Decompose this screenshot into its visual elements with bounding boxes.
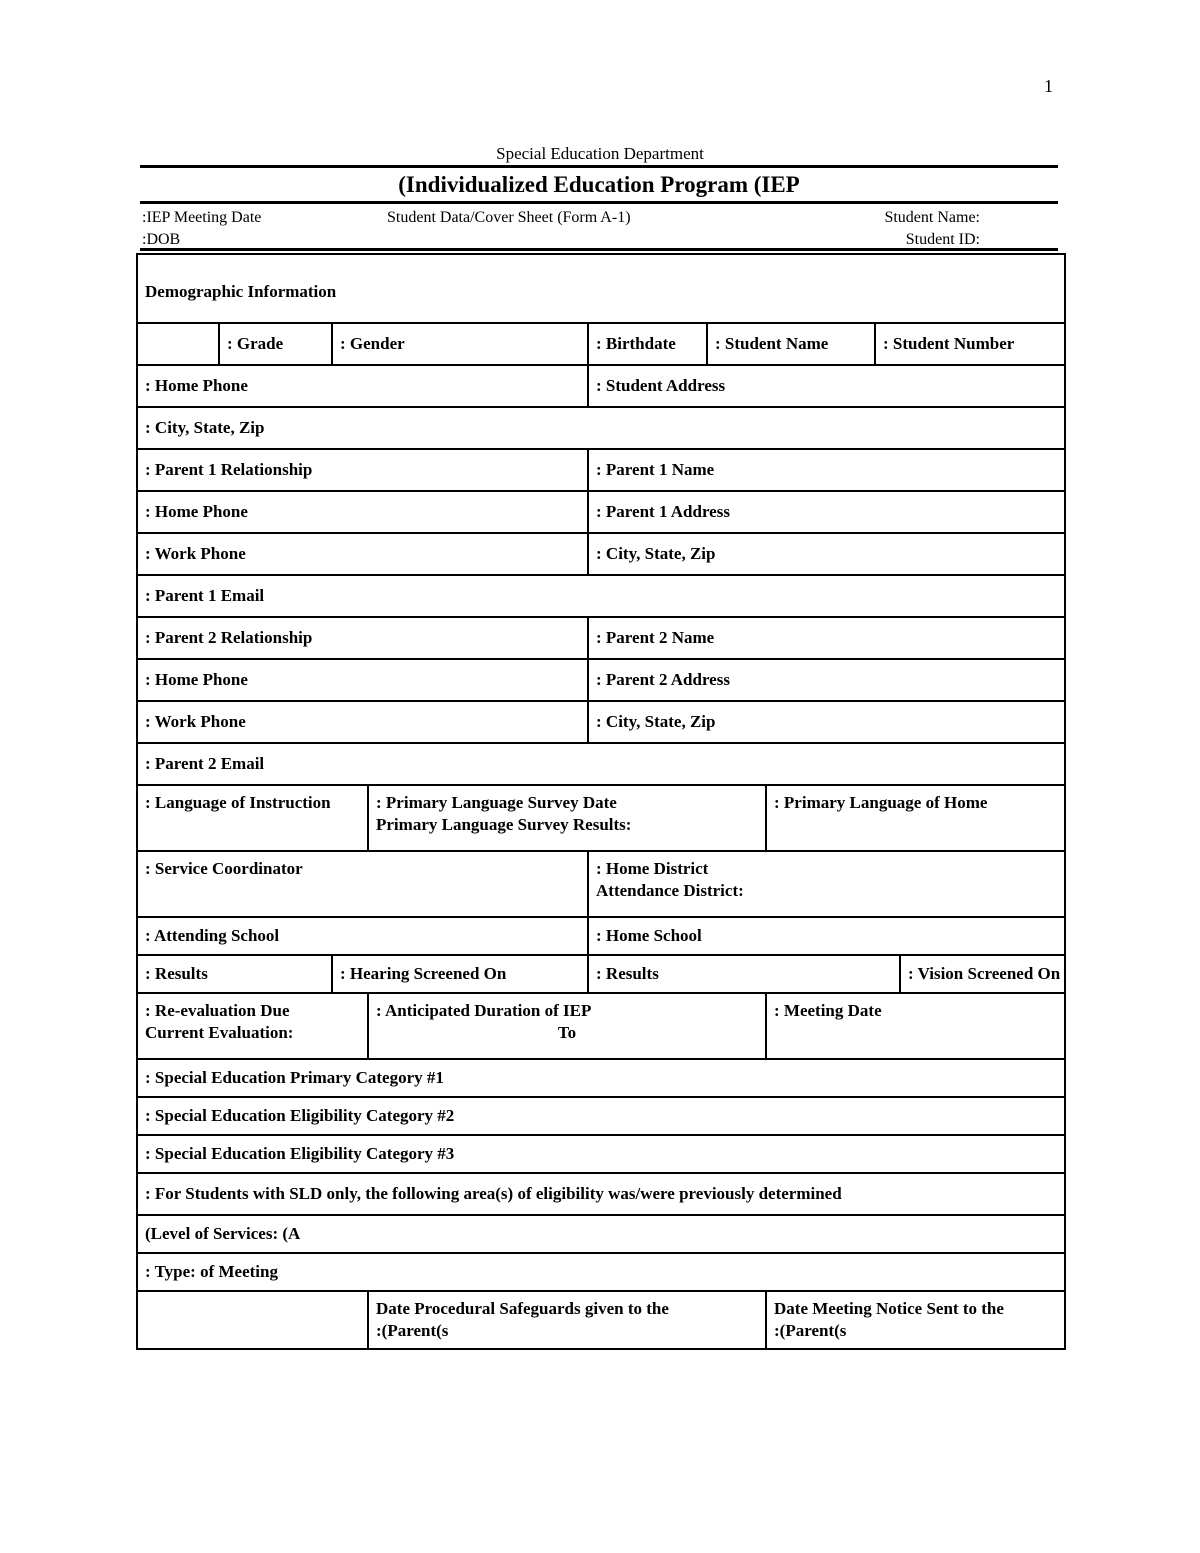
language-instruction-field[interactable]: [137, 785, 368, 851]
sld-eligibility-field[interactable]: : For Students with SLD only, the following area(s) of eligibility was/were previously determined: [137, 1173, 1065, 1215]
parent2-address-field[interactable]: : Parent 2 Address: [588, 659, 1065, 701]
parent1-home-phone-field[interactable]: : Home Phone: [137, 491, 588, 533]
anticipated-duration-field[interactable]: [368, 993, 766, 1059]
meeting-date-field[interactable]: [766, 993, 1065, 1059]
hearing-results-field[interactable]: : Results: [137, 955, 332, 993]
home-district-label: : Home District: [596, 859, 709, 878]
gender-field[interactable]: : Gender: [332, 323, 588, 365]
meeting-notice-label: Date Meeting Notice Sent to the: [774, 1299, 1004, 1318]
parent2-work-phone-field[interactable]: : Work Phone: [137, 701, 588, 743]
anticipated-to-label: To: [557, 1023, 577, 1042]
procedural-safeguards-field[interactable]: [368, 1291, 766, 1349]
anticipated-duration-label: : Anticipated Duration of IEP: [376, 1001, 592, 1020]
student-address-field[interactable]: : Student Address: [588, 365, 1065, 407]
home-district-field[interactable]: [588, 851, 1065, 917]
student-number-field[interactable]: : Student Number: [875, 323, 1065, 365]
parent1-work-phone-field[interactable]: : Work Phone: [137, 533, 588, 575]
cover-right: [884, 207, 980, 251]
blank-cell: [137, 1291, 368, 1349]
rule-below-cover: [140, 248, 1058, 251]
service-coordinator-label: : Service Coordinator: [145, 859, 303, 878]
primary-language-home-label: : Primary Language of Home: [774, 793, 988, 812]
current-evaluation-label: Current Evaluation:: [145, 1023, 294, 1042]
home-school-field[interactable]: : Home School: [588, 917, 1065, 955]
department-heading: Special Education Department: [496, 144, 704, 163]
parent2-name-field[interactable]: : Parent 2 Name: [588, 617, 1065, 659]
parent1-relationship-field[interactable]: : Parent 1 Relationship: [137, 449, 588, 491]
rule-below-title: [140, 201, 1058, 204]
primary-language-home-field[interactable]: [766, 785, 1065, 851]
service-coordinator-field[interactable]: [137, 851, 588, 917]
demographic-section-title: Demographic Information: [137, 254, 1065, 323]
attendance-district-label: Attendance District:: [596, 881, 744, 900]
student-name-field[interactable]: : Student Name: [707, 323, 875, 365]
primary-language-survey-results-label: Primary Language Survey Results:: [376, 815, 632, 834]
demographic-form-table: [136, 253, 1066, 1350]
primary-language-survey-date-label: : Primary Language Survey Date: [376, 793, 617, 812]
city-state-zip-field[interactable]: : City, State, Zip: [137, 407, 1065, 449]
parent1-city-field[interactable]: : City, State, Zip: [588, 533, 1065, 575]
student-name-label: Student Name:: [884, 209, 980, 226]
vision-screened-field[interactable]: : Vision Screened On: [900, 955, 1065, 993]
dob-label: :DOB: [142, 231, 181, 248]
reevaluation-field[interactable]: [137, 993, 368, 1059]
primary-language-survey-field[interactable]: [368, 785, 766, 851]
meeting-date-label: : Meeting Date: [774, 1001, 882, 1020]
cover-center: Student Data/Cover Sheet (Form A-1): [387, 209, 631, 226]
hearing-screened-field[interactable]: : Hearing Screened On: [332, 955, 588, 993]
iep-meeting-date-label: :IEP Meeting Date: [142, 209, 262, 226]
cover-left: [142, 207, 261, 251]
blank-cell: [137, 323, 219, 365]
parent2-email-field[interactable]: : Parent 2 Email: [137, 743, 1065, 785]
student-id-label: Student ID:: [905, 231, 980, 248]
meeting-notice-parents-label: :(Parent(s: [774, 1321, 847, 1340]
meeting-notice-field[interactable]: [766, 1291, 1065, 1349]
category-2-field[interactable]: : Special Education Eligibility Category #2: [137, 1097, 1065, 1135]
parent1-name-field[interactable]: : Parent 1 Name: [588, 449, 1065, 491]
vision-results-field[interactable]: : Results: [588, 955, 900, 993]
form-title: (Individualized Education Program (IEP: [398, 172, 800, 197]
procedural-safeguards-parents-label: :(Parent(s: [376, 1321, 449, 1340]
parent2-relationship-field[interactable]: : Parent 2 Relationship: [137, 617, 588, 659]
category-3-field[interactable]: : Special Education Eligibility Category #3: [137, 1135, 1065, 1173]
parent1-address-field[interactable]: : Parent 1 Address: [588, 491, 1065, 533]
attending-school-field[interactable]: : Attending School: [137, 917, 588, 955]
rule-top: [140, 165, 1058, 168]
level-of-services-field[interactable]: (Level of Services: (A: [137, 1215, 1065, 1253]
parent2-home-phone-field[interactable]: : Home Phone: [137, 659, 588, 701]
category-1-field[interactable]: : Special Education Primary Category #1: [137, 1059, 1065, 1097]
grade-field[interactable]: : Grade: [219, 323, 332, 365]
home-phone-field[interactable]: : Home Phone: [137, 365, 588, 407]
procedural-safeguards-label: Date Procedural Safeguards given to the: [376, 1299, 669, 1318]
page-number: 1: [1044, 76, 1053, 96]
birthdate-field[interactable]: : Birthdate: [588, 323, 707, 365]
language-instruction-label: : Language of Instruction: [145, 793, 331, 812]
reevaluation-due-label: : Re-evaluation Due: [145, 1001, 290, 1020]
type-of-meeting-field[interactable]: : Type: of Meeting: [137, 1253, 1065, 1291]
parent1-email-field[interactable]: : Parent 1 Email: [137, 575, 1065, 617]
parent2-city-field[interactable]: : City, State, Zip: [588, 701, 1065, 743]
